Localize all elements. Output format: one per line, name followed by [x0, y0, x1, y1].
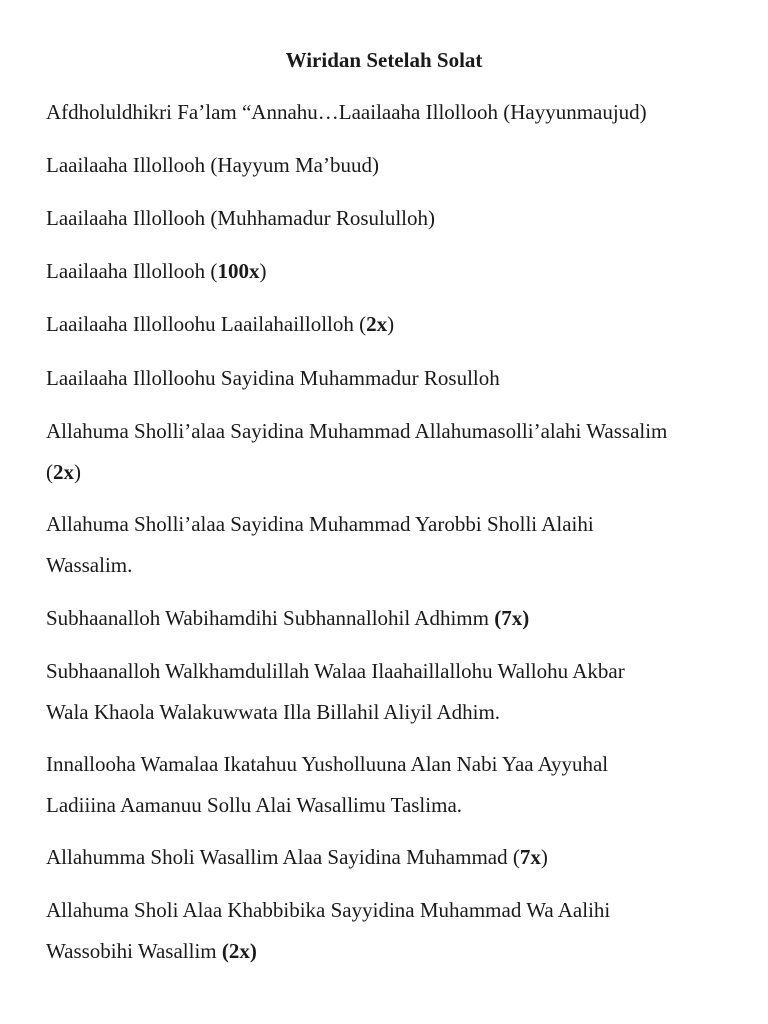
repeat-count: (2x)	[221, 939, 257, 963]
line-text: Allahuma Sholi Alaa Khabbibika Sayyidina Muhammad Wa Aalihi	[46, 898, 611, 922]
repeat-count: 2x	[53, 460, 74, 484]
line-text: Afdholuldhikri Fa’lam “Annahu…Laailaaha Illollooh (Hayyunmaujud)	[46, 100, 647, 124]
line-text: Laailaaha Illollooh (Muhhamadur Rosululloh)	[46, 206, 435, 230]
line-text: Wassobihi Wasallim	[46, 939, 222, 963]
wirid-line	[46, 98, 647, 126]
page-title: Wiridan Setelah Solat	[285, 48, 483, 72]
wirid-line	[46, 510, 594, 538]
line-suffix: )	[74, 460, 81, 484]
wirid-line	[46, 604, 529, 632]
repeat-count: (7x)	[494, 606, 530, 630]
line-text: Ladiiina Aamanuu Sollu Alai Wasallimu Taslima.	[46, 793, 463, 817]
wirid-line	[46, 257, 266, 285]
wirid-line	[46, 458, 81, 486]
wirid-line	[46, 151, 379, 179]
wirid-line	[46, 791, 462, 819]
line-text: Laailaaha Illollooh (Hayyum Ma’buud)	[46, 153, 379, 177]
wirid-line	[46, 310, 394, 338]
wirid-line	[46, 204, 435, 232]
line-text: Subhaanalloh Wabihamdihi Subhannallohil Adhimm	[46, 606, 495, 630]
line-text: Innallooha Wamalaa Ikatahuu Yusholluuna Alan Nabi Yaa Ayyuhal	[46, 752, 609, 776]
wirid-line	[46, 551, 132, 579]
line-text: Allahuma Sholli’alaa Sayidina Muhammad Yarobbi Sholli Alaihi	[46, 512, 594, 536]
line-text: Allahumma Sholi Wasallim Alaa Sayidina Muhammad (	[46, 845, 520, 869]
line-suffix: )	[540, 845, 548, 869]
wirid-line	[46, 364, 500, 392]
wirid-line	[46, 698, 500, 726]
line-text: Wala Khaola Walakuwwata Illa Billahil Aliyil Adhim.	[46, 700, 501, 724]
line-text: Wassalim.	[46, 553, 133, 577]
line-text: Laailaaha Illolloohu Laailahaillolloh (	[46, 312, 367, 336]
wirid-line	[46, 657, 625, 685]
wirid-line	[46, 937, 257, 965]
line-suffix: )	[387, 312, 395, 336]
line-text: (	[46, 460, 53, 484]
line-text: Allahuma Sholli’alaa Sayidina Muhammad Allahumasolli’alahi Wassalim	[46, 419, 668, 443]
line-suffix: )	[259, 259, 267, 283]
repeat-count: 2x	[366, 312, 388, 336]
line-text: Subhaanalloh Walkhamdulillah Walaa Ilaahaillallohu Wallohu Akbar	[46, 659, 625, 683]
wirid-line	[46, 750, 608, 778]
repeat-count: 7x	[519, 845, 541, 869]
line-text: Laailaaha Illollooh (	[46, 259, 218, 283]
wirid-line	[46, 843, 548, 871]
wirid-line	[46, 896, 610, 924]
repeat-count: 100x	[217, 259, 260, 283]
wirid-line	[46, 417, 667, 445]
line-text: Laailaaha Illolloohu Sayidina Muhammadur Rosulloh	[46, 366, 500, 390]
